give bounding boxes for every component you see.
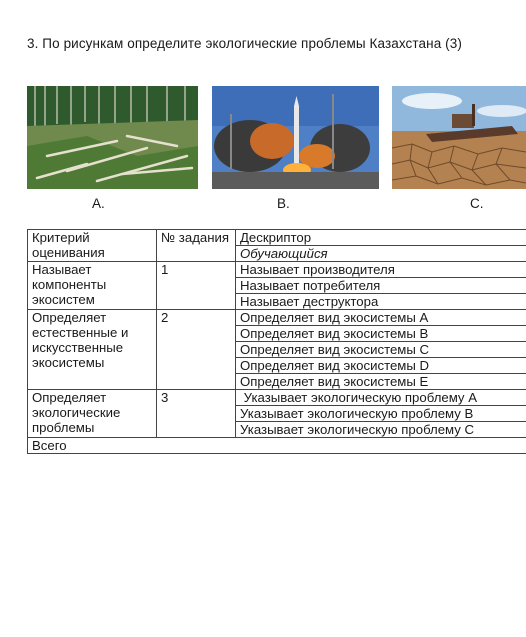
table-row bbox=[28, 310, 526, 326]
descriptor-cell: Указывает экологическую проблему C bbox=[236, 422, 526, 438]
descriptor-cell: Определяет вид экосистемы E bbox=[236, 374, 526, 390]
dried-sea-image bbox=[392, 86, 526, 189]
descriptor-cell: Называет деструктора bbox=[236, 294, 526, 310]
descriptor-cell: Определяет вид экосистемы A bbox=[236, 310, 526, 326]
descriptor-cell: Указывает экологическую проблему B bbox=[236, 406, 526, 422]
descriptor-cell: Определяет вид экосистемы C bbox=[236, 342, 526, 358]
descriptor-cell: Определяет вид экосистемы B bbox=[236, 326, 526, 342]
descriptor-header: Дескриптор bbox=[236, 230, 526, 246]
task-number-cell: 3 bbox=[157, 390, 236, 438]
table-row bbox=[28, 262, 526, 278]
image-c-caption: C. bbox=[470, 196, 484, 211]
criterion-cell: Определяет естественные и искусственные экосистемы bbox=[28, 310, 157, 390]
descriptor-cell: Называет производителя bbox=[236, 262, 526, 278]
image-a-caption: A. bbox=[92, 196, 105, 211]
total-label: Всего bbox=[28, 438, 526, 454]
image-b-caption: B. bbox=[277, 196, 290, 211]
learner-header: Обучающийся bbox=[236, 246, 526, 262]
criterion-cell: Определяет экологические проблемы bbox=[28, 390, 157, 438]
question-text: 3. По рисункам определите экологические проблемы Казахстана (3) bbox=[27, 36, 462, 51]
criterion-cell: Называет компоненты экосистем bbox=[28, 262, 157, 310]
total-row bbox=[28, 438, 526, 454]
table-row bbox=[28, 390, 526, 406]
task-number-cell: 2 bbox=[157, 310, 236, 390]
descriptor-cell: Определяет вид экосистемы D bbox=[236, 358, 526, 374]
assessment-table bbox=[27, 229, 526, 454]
table-header-row bbox=[28, 230, 526, 246]
criterion-header: Критерий оценивания bbox=[28, 230, 157, 262]
task-number-header: № задания bbox=[157, 230, 236, 262]
task-number-cell: 1 bbox=[157, 262, 236, 310]
rocket-launch-image bbox=[212, 86, 379, 189]
descriptor-cell: Указывает экологическую проблему A bbox=[236, 390, 526, 406]
descriptor-cell: Называет потребителя bbox=[236, 278, 526, 294]
deforestation-image bbox=[27, 86, 198, 189]
